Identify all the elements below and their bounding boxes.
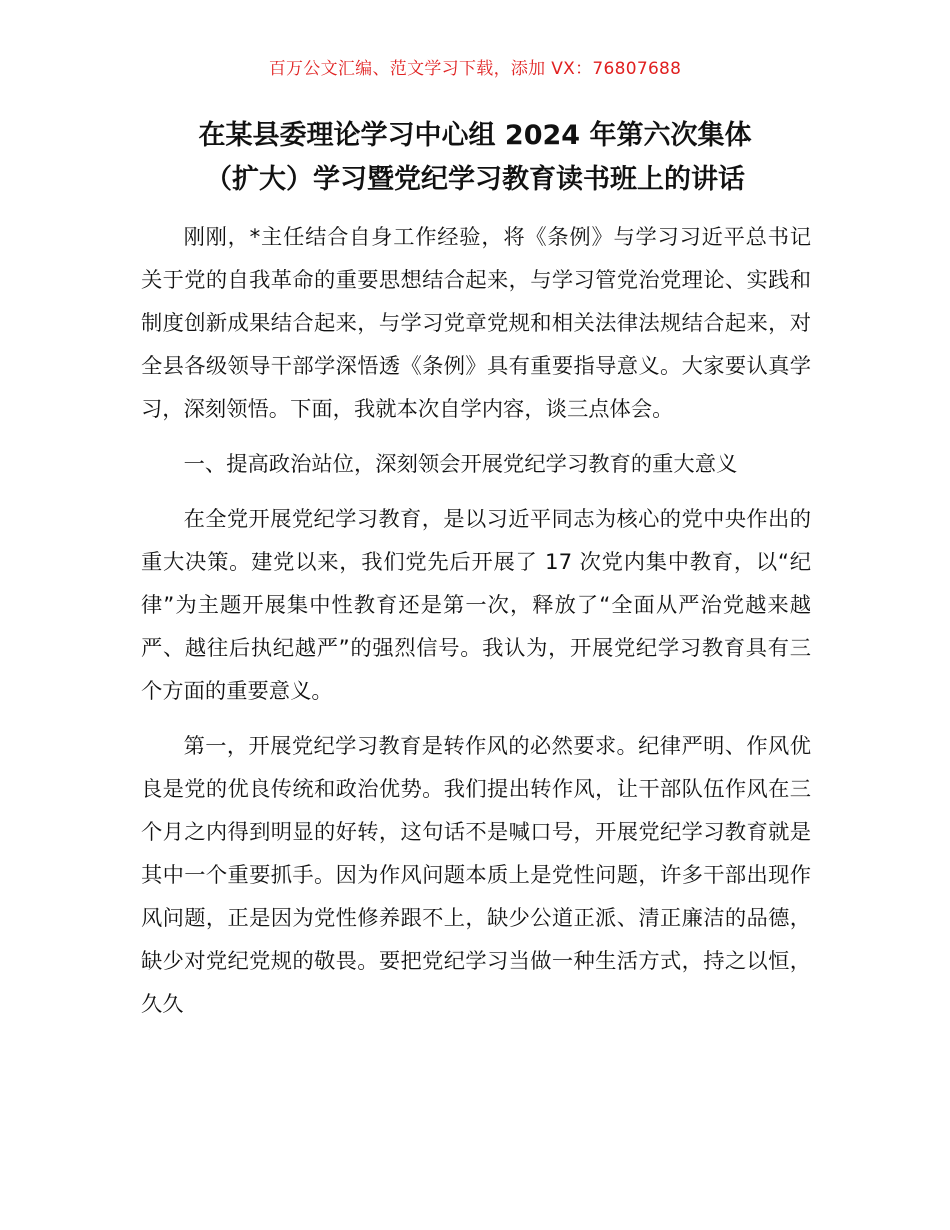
section-heading-1: 一、提高政治站位，深刻领会开展党纪学习教育的重大意义	[183, 452, 738, 477]
document-body	[141, 216, 811, 1038]
paragraph-significance: 在全党开展党纪学习教育，是以习近平同志为核心的党中央作出的重大决策。建党以来，我们党先后开展了 17 次党内集中教育，以“纪律”为主题开展集中性教育还是第一次，释放了“全面从严治党越来越严、越往后执纪越严”的强烈信号。我认为，开展党纪学习教育具有三个方面的重要意义。	[141, 507, 811, 704]
paragraph-intro: 刚刚，*主任结合自身工作经验，将《条例》与学习习近平总书记关于党的自我革命的重要思想结合起来，与学习管党治党理论、实践和制度创新成果结合起来，与学习党章党规和相关法律法规结合起来，对全县各级领导干部学深悟透《条例》具有重要指导意义。大家要认真学习，深刻领悟。下面，我就本次自学内容，谈三点体会。	[141, 225, 811, 422]
title-line-2: （扩大）学习暨党纪学习教育读书班上的讲话	[205, 164, 745, 195]
document-title	[120, 114, 830, 202]
watermark-banner: 百万公文汇编、范文学习下载，添加 VX：76807688	[268, 59, 682, 79]
title-line-1: 在某县委理论学习中心组 2024 年第六次集体	[198, 120, 752, 151]
paragraph-point-1: 第一，开展党纪学习教育是转作风的必然要求。纪律严明、作风优良是党的优良传统和政治优势。我们提出转作风，让干部队伍作风在三个月之内得到明显的好转，这句话不是喊口号，开展党纪学习教育就是其中一个重要抓手。因为作风问题本质上是党性问题，许多干部出现作风问题，正是因为党性修养跟不上，缺少公道正派、清正廉洁的品德，缺少对党纪党规的敬畏。要把党纪学习当做一种生活方式，持之以恒，久久	[141, 734, 811, 1017]
